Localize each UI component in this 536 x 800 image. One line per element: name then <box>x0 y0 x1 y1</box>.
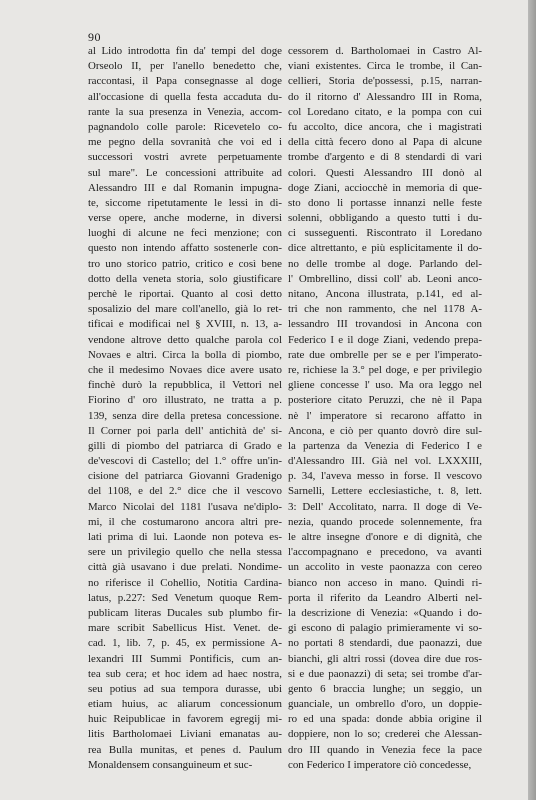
text-line: finchè durò la repubblica, il Vettori nel <box>88 379 282 392</box>
text-line: d'Alessandro III. Già nel vol. LXXXIII, <box>288 455 482 468</box>
text-line: città già usavano i due prelati. Nondime- <box>88 561 282 574</box>
text-line: mare scribit Sabellicus Hist. Venet. de- <box>88 622 282 635</box>
text-line: colori. Questi Alessandro III donò al <box>288 166 482 179</box>
text-line: cellieri, Storia de'possessi, p.15, narran- <box>288 75 482 88</box>
text-line: re, richiese la 3.° pel doge, e per privilegio <box>288 363 482 376</box>
text-line: litis Bartholomaei Liviani emanatas au- <box>88 728 282 741</box>
text-line: Sarnelli, Lettere ecclesiastiche, t. 8, lett. <box>288 485 482 498</box>
text-line: sere un privilegio quello che nella stessa <box>88 546 282 559</box>
text-line: trombe d'argento e di 8 stendardi di vari <box>288 151 482 164</box>
text-line: vendone altrove detto qualche parola col <box>88 333 282 346</box>
text-line: tri che non rammento, che nel 1178 A- <box>288 303 482 316</box>
text-line: Monaldensem consanguineum et suc- <box>88 758 253 771</box>
text-line: no delle trombe al doge. Parlando del- <box>288 257 482 270</box>
text-line: seu potius ad sua tempora durasse, ubi <box>88 682 282 695</box>
text-line: nitano, Ancona illustrata, p.141, ed al- <box>288 288 482 300</box>
page-number: 90 <box>88 30 101 44</box>
text-line: questo non intendo affatto sostenerle con- <box>88 242 282 255</box>
text-line: mi, il che costumarono ancora altri pre- <box>88 515 282 528</box>
text-line: p. 34, l'aveva messo in forse. Il vescovo <box>288 470 482 483</box>
text-line: gento 6 braccia lunghe; un seggio, un <box>288 682 482 695</box>
text-line: huic Reipublicae in favorem egregij mi- <box>88 713 282 726</box>
text-line: tro uno storico patrio, critico e così bene <box>88 257 282 270</box>
text-line: Alessandro III e dal Romanin impugna- <box>88 181 282 194</box>
text-line: no portati 8 stendardi, due paonazzi, due <box>288 637 482 650</box>
text-line: nezia, quando procede solennemente, fra <box>288 515 482 528</box>
text-line: publicam literas Ducales sub plumbo fir- <box>88 606 282 619</box>
left-text-column <box>88 44 282 773</box>
text-line: nè l' imperatore si recarono affatto in <box>288 409 482 422</box>
right-text-column <box>288 44 482 773</box>
text-line: sposalizio del mare coll'anello, già lo ret- <box>88 303 282 316</box>
text-line: fu accolto, dice ancora, che i magistrati <box>288 120 482 133</box>
text-line: Federico I e il doge Ziani, vedendo prepa- <box>288 333 482 346</box>
text-line: le altre insegne d'onore e di dignità, che <box>288 531 482 543</box>
text-line: Marco Nicolai del 1181 l'usava ne'diplo- <box>88 500 282 513</box>
text-line: 3: Dell' Accolitato, narra. Il doge di Ve- <box>288 500 482 513</box>
text-line: Ancona, e ciò per quanto dovrò dire sul- <box>288 424 482 437</box>
text-line: 139, senza dire della pretesa concessione. <box>88 409 282 422</box>
text-line: Fiorino d' oro illustrato, ne tratta a p. <box>88 394 282 407</box>
text-line: col Loredano citato, e la pompa con cui <box>288 105 482 118</box>
text-line: lessandro III trovandosi in Ancona con <box>288 318 482 331</box>
text-line: la descrizione di Venezia: «Quando i do- <box>288 606 482 619</box>
text-line: lati prima di lui. Laonde non poteva es- <box>88 531 282 543</box>
text-line: me pegno della sovranità che voi ed i <box>88 136 282 149</box>
text-line: Il Corner poi parla dell' antichità de' si- <box>88 424 282 437</box>
text-line: con Federico I imperatore ciò concedesse, <box>288 758 472 771</box>
text-line: no riferisce il Cohellio, Notitia Cardina- <box>88 576 282 589</box>
text-line: al Lido introdotta fin da' tempi del doge <box>88 45 282 57</box>
text-line: della città fecero dono al Papa di alcune <box>288 136 482 149</box>
text-line: sto dono li portasse innanzi nelle feste <box>288 196 482 209</box>
text-line: dro III quando in Venezia fece la pace <box>288 743 482 756</box>
text-line: cisione del patriarca Giovanni Gradenigo <box>88 470 282 483</box>
text-line: gi escono di palagio primieramente vi so- <box>288 622 482 635</box>
text-line: cessorem d. Bartholomaei in Castro Al- <box>288 45 482 57</box>
text-line: pagnandolo colle parole: Ricevetelo co- <box>88 120 282 133</box>
text-line: gliene concesse l' uso. Ma ora leggo nel <box>288 379 482 392</box>
text-line: Novaes e altri. Circa la bolla di piombo, <box>88 348 282 361</box>
text-line: doge Ziani, acciocchè in memoria di que- <box>288 181 482 194</box>
text-line: un accolito in veste paonazza con cereo <box>288 561 482 574</box>
text-line: ci susseguenti. Riscontrato il Loredano <box>288 227 482 240</box>
text-line: ro ed una spada: donde abbia origine il <box>288 713 482 726</box>
text-line: che il medesimo Novaes dice avere usato <box>88 363 282 376</box>
text-line: posteriore citato Peruzzi, che nè il Papa <box>288 394 482 407</box>
text-line: doppiere, non lo so; crederei che Alessan- <box>288 728 482 741</box>
text-line: luoghi di alcune ne feci menzione; con <box>88 227 282 240</box>
text-line: guanciale, un ombrello d'oro, un doppie- <box>288 698 482 711</box>
text-line: verse opere, anche moderne, in diversi <box>88 212 282 225</box>
text-line: latus, p.227: Sed Venetum quoque Rem- <box>88 591 282 604</box>
text-line: rate due ombrelle per se e per l'imperato- <box>288 348 482 361</box>
text-line: tea sub cera; et hoc idem ad haec nostra, <box>88 667 282 680</box>
text-line: porta il riferito da Leandro Alberti nel- <box>288 591 482 604</box>
text-line: la partenza da Venezia di Federico I e <box>288 439 482 452</box>
text-line: gilli di piombo del patriarca di Grado e <box>88 439 282 452</box>
text-line: Orseolo II, per l'anello benedetto che, <box>88 60 282 73</box>
page-edge-shadow <box>528 0 536 800</box>
text-line: successori vostri avrete perpetuamente <box>88 151 282 164</box>
text-line: do il ritorno d' Alessandro III in Roma, <box>288 90 482 103</box>
text-line: etiam huius, ac aliarum concessionum <box>88 698 282 711</box>
text-line: bianco non acceso in mano. Quindi ri- <box>288 576 482 589</box>
text-line: all'occasione di quella festa accaduta du- <box>88 90 282 103</box>
text-line: del 1108, e del 2.° dice che il vescovo <box>88 485 282 498</box>
text-line: cad. 1, lib. 7, p. 45, ex permissione A- <box>88 637 282 650</box>
text-line: perchè le riportai. Quanto al così detto <box>88 288 282 300</box>
text-line: dice altrettanto, e più esplicitamente il do- <box>288 242 482 255</box>
text-line: dotto della veneta storia, solo giustificare <box>88 272 282 285</box>
text-line: tificai e modificai nel § XVIII, n. 13, a- <box>88 318 282 331</box>
text-line: te, siccome ripetutamente le lessi in di- <box>88 196 282 209</box>
text-line: raccontasi, il Papa consegnasse al doge <box>88 75 282 88</box>
text-line: l' Ombrellino, dissi coll' ab. Leoni anco- <box>288 272 482 285</box>
text-line: solenni, obbligando a questo tutti i du- <box>288 212 482 225</box>
text-line: sul mare". Le concessioni attribuite ad <box>88 166 282 179</box>
text-line: lexandri III Summi Pontificis, cum an- <box>88 652 282 665</box>
text-line: rea Bulla munitas, et penes d. Paulum <box>88 743 282 756</box>
text-line: si e due paonazzi) di seta; sei trombe d'ar- <box>288 667 482 680</box>
text-line: rante la sua presenza in Venezia, accom- <box>88 105 282 118</box>
text-line: bianchi, gli altri rossi (dovea dire due ros- <box>288 652 482 665</box>
text-line: viani existentes. Circa le trombe, il Can- <box>288 60 482 73</box>
text-line: de'vescovi di Castello; del 1.° offre un'in- <box>88 455 282 468</box>
text-line: l'accompagnano e precedono, va avanti <box>288 546 482 559</box>
